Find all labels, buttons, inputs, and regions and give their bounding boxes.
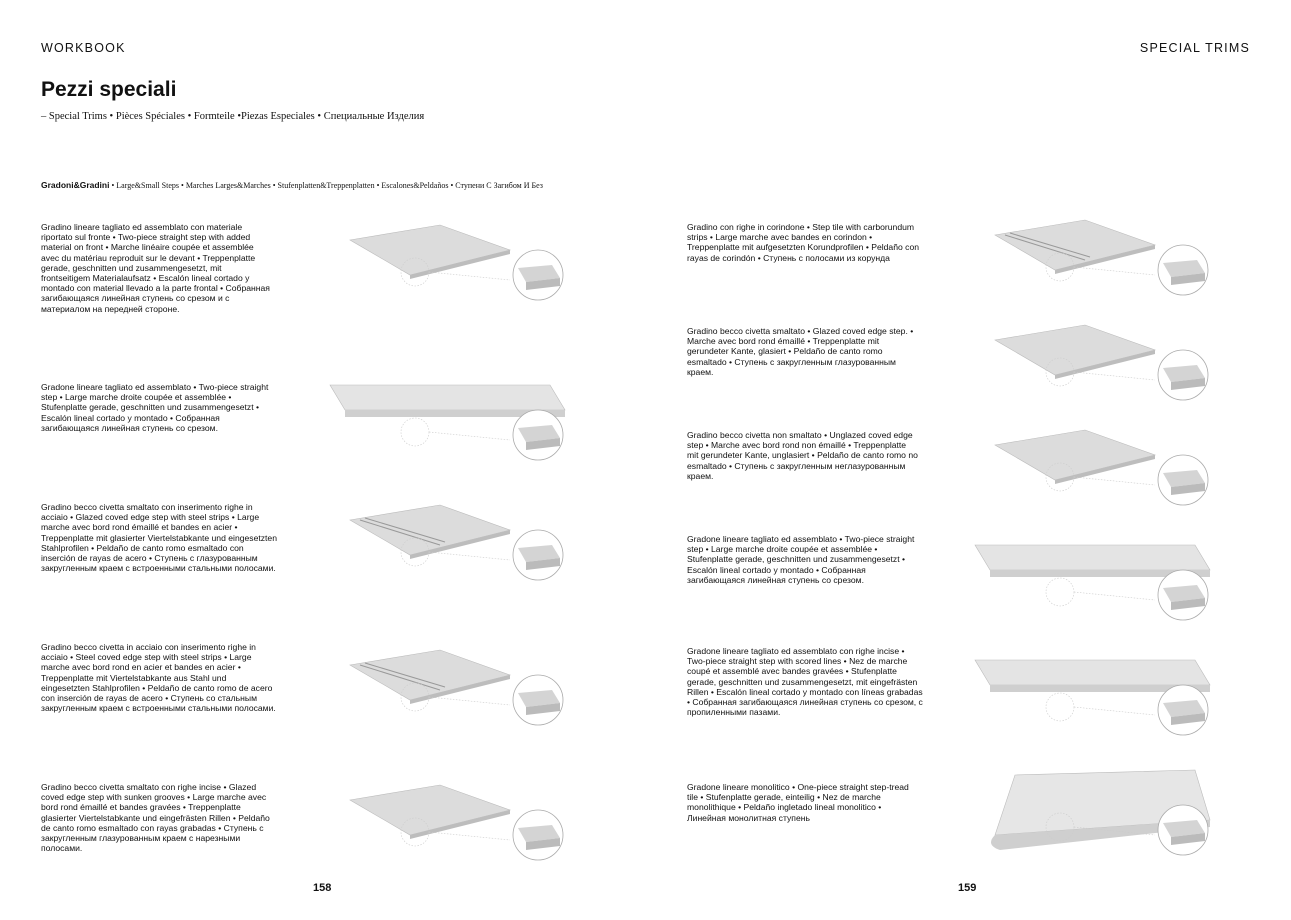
product-description: Gradone lineare tagliato ed assemblato • Two-piece straight step • Large marche droite coupée et assemblée • Stufenplatte gerade, geschnitten und zusammengesetzt • Escalón lineal cortado y montado • Собранная загибающаяся линейная ступень со срезом. xyxy=(687,534,915,585)
page-number: 159 xyxy=(958,882,977,894)
product-illustration xyxy=(320,490,580,590)
step-tile-icon xyxy=(320,490,580,590)
step-tile-icon xyxy=(965,530,1225,630)
step-tile-icon xyxy=(320,770,580,870)
step-tile-icon xyxy=(320,635,580,735)
product-illustration xyxy=(965,310,1225,410)
step-tile-icon xyxy=(965,415,1225,515)
step-tile-icon xyxy=(965,645,1225,745)
page-number: 158 xyxy=(313,882,332,894)
category-translations: • Large&Small Steps • Marches Larges&Marches • Stufenplatten&Treppenplatten • Escalones&Peldaños • Ступени С Загибом И Без xyxy=(109,181,543,190)
step-tile-icon xyxy=(965,310,1225,410)
product-description: Gradone lineare tagliato ed assemblato • Two-piece straight step • Large marche droite coupée et assemblée • Stufenplatte gerade, geschnitten und zusammengesetzt • Escalón lineal cortado y montado • Собранная загибающаяся линейная ступень со срезом. xyxy=(41,382,269,433)
step-tile-icon xyxy=(320,210,580,310)
product-description: Gradino becco civetta in acciaio con inserimento righe in acciaio • Steel coved edge step with steel strips • Large marche avec bord rond en acier et bandes en acier • Treppenplatte mit Viertelstabkante aus Stahl und eingesetzten Stahlprofilen • Peldaño de canto romo de acero con inserción de rayas de acero • Ступень со стальным закругленным краем с встроенными стальными полосами. xyxy=(41,642,276,714)
step-tile-icon xyxy=(965,765,1225,865)
product-description: Gradino becco civetta smaltato con inserimento righe in acciaio • Glazed coved edge step with steel strips • Large marche avec bord rond émaillé et bandes en acier • Treppenplatte mit glasierter Viertelstabkante und eingesetzten Stahlprofilen • Peldaño de canto romo esmaltado con inserción de rayas de acero • Ступень с глазурованным закругленным краем с встроенными стальными полосами. xyxy=(41,502,277,574)
product-illustration xyxy=(320,370,580,470)
category-name: Gradoni&Gradini xyxy=(41,180,110,190)
step-tile-icon xyxy=(965,205,1225,305)
product-illustration xyxy=(965,205,1225,305)
product-description: Gradino becco civetta smaltato con righe incise • Glazed coved edge step with sunken grooves • Large marche avec bord rond émaillé et bandes gravées • Treppenplatte glasierter Viertelstabkante und eingefrästen Rillen • Peldaño de canto romo esmaltado con rayas grabadas • Ступень с закругленным глазурованным краем с нарезными полосами. xyxy=(41,782,270,854)
product-illustration xyxy=(320,635,580,735)
product-illustration xyxy=(965,530,1225,630)
product-illustration xyxy=(965,415,1225,515)
step-tile-icon xyxy=(320,370,580,470)
product-illustration xyxy=(965,765,1225,865)
product-illustration xyxy=(320,770,580,870)
header-special-trims: SPECIAL TRIMS xyxy=(1139,41,1250,55)
product-description: Gradone lineare tagliato ed assemblato con righe incise • Two-piece straight step with scored lines • Nez de marche coupé et assemblé avec bandes gravées • Stufenplatte gerade, geschnitten und zusammengesetzt, mit eingefrästen Rillen • Escalón lineal cortado y montado con líneas grabadas • Собранная загибающаяся линейная ступень со срезом, с пропиленными пазами. xyxy=(687,646,923,718)
product-description: Gradino lineare tagliato ed assemblato con materiale riportato sul fronte • Two-piece straight step with added material on front • Marche linéaire coupée et assemblée avec du matériau reproduit sur le devant • Treppenplatte gerade, geschnitten und zusammengesetzt, mit frontseitigem Materialaufsatz • Escalón lineal cortado y montado con material llevado a la parte frontal • Собранная загибающаяся линейная ступень со срезом и с материалом на передней стороне. xyxy=(41,222,270,314)
product-description: Gradino becco civetta non smaltato • Unglazed coved edge step • Marche avec bord rond non émaillé • Treppenplatte mit gerundeter Kante, unglasiert • Peldaño de canto romo no esmaltado • Ступень с закругленным неглазурованным краем. xyxy=(687,430,918,481)
category-line xyxy=(41,180,543,190)
product-description: Gradino becco civetta smaltato • Glazed coved edge step. • Marche avec bord rond émaillé • Treppenplatte mit gerundeter Kante, glasiert • Peldaño de canto romo esmaltado • Ступень с закругленным глазурованным краем. xyxy=(687,326,914,377)
header-workbook: WORKBOOK xyxy=(41,41,126,55)
page-subtitle: – Special Trims • Pièces Spéciales • Formteile •Piezas Especiales • Специальные Изделия xyxy=(41,111,425,122)
product-illustration xyxy=(320,210,580,310)
product-illustration xyxy=(965,645,1225,745)
product-description: Gradino con righe in corindone • Step tile with carborundum strips • Large marche avec bandes en corindon • Treppenplatte mit aufgesetzten Korundprofilen • Peldaño con rayas de corindón • Ступень с полосами из корунда xyxy=(687,222,920,263)
product-description: Gradone lineare monolitico • One-piece straight step-tread tile • Stufenplatte gerade, einteilig • Nez de marche monolithique • Peldaño ingletado lineal monolitico • Линейная монолитная ступень xyxy=(687,782,909,823)
page-title: Pezzi speciali xyxy=(41,78,177,101)
